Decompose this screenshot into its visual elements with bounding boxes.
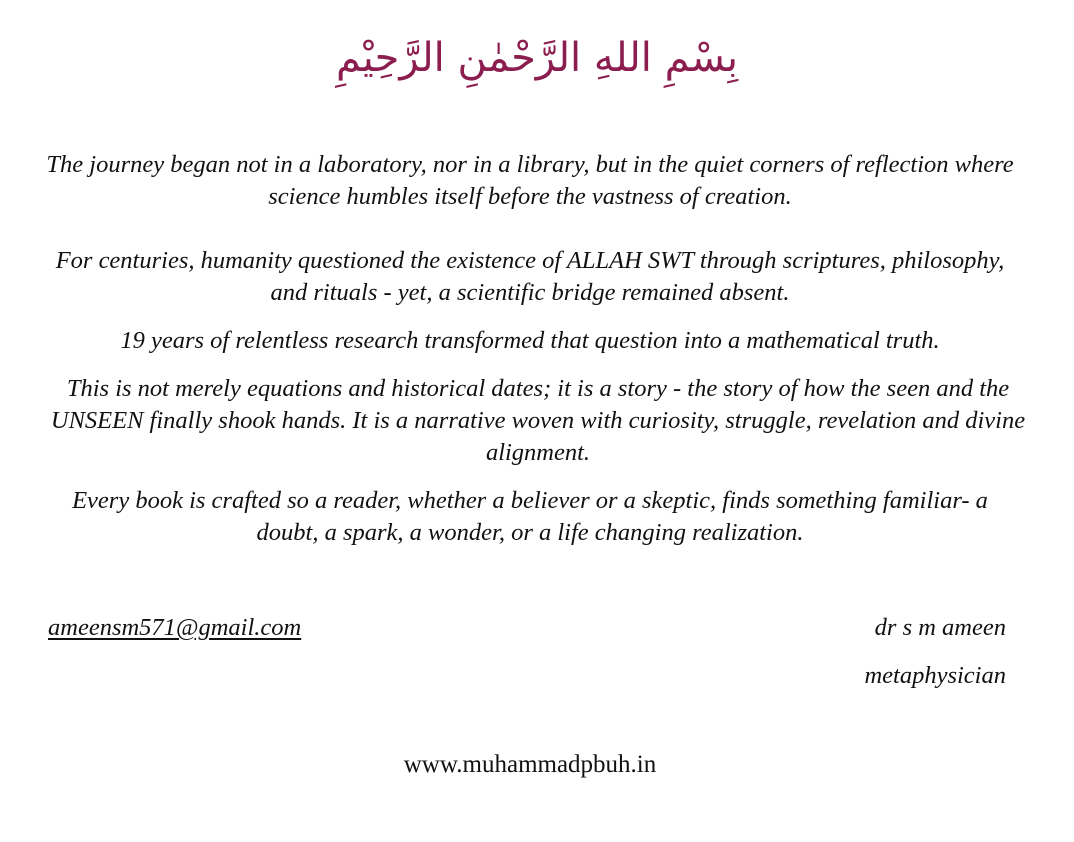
author-title: metaphysician — [864, 662, 1006, 689]
paragraph-journey: The journey began not in a laboratory, nor in a library, but in the quiet corners of reflection where science humbles itself before the vastness of creation. — [46, 151, 1014, 210]
author-name: dr s m ameen — [874, 614, 1006, 641]
basmala-heading: بِسْمِ اللهِ الرَّحْمٰنِ الرَّحِيْمِ — [335, 35, 739, 81]
paragraph-research: 19 years of relentless research transformed that question into a mathematical truth. — [120, 327, 940, 354]
paragraph-story: This is not merely equations and historical dates; it is a story - the story of how the seen and the UNSEEN finally shook hands. It is a narrative woven with curiosity, struggle, revelation and divine alignment. — [50, 375, 1026, 466]
website-address: www.muhammadpbuh.in — [403, 751, 657, 778]
paragraph-centuries: For centuries, humanity questioned the existence of ALLAH SWT through scriptures, philosophy, and rituals - yet, a scientific bridge remained absent. — [55, 247, 1005, 306]
paragraph-every-book: Every book is crafted so a reader, whether a believer or a skeptic, finds something familiar- a doubt, a spark, a wonder, or a life changing realization. — [72, 487, 988, 546]
email-link[interactable]: ameensm571@gmail.com — [48, 614, 302, 641]
